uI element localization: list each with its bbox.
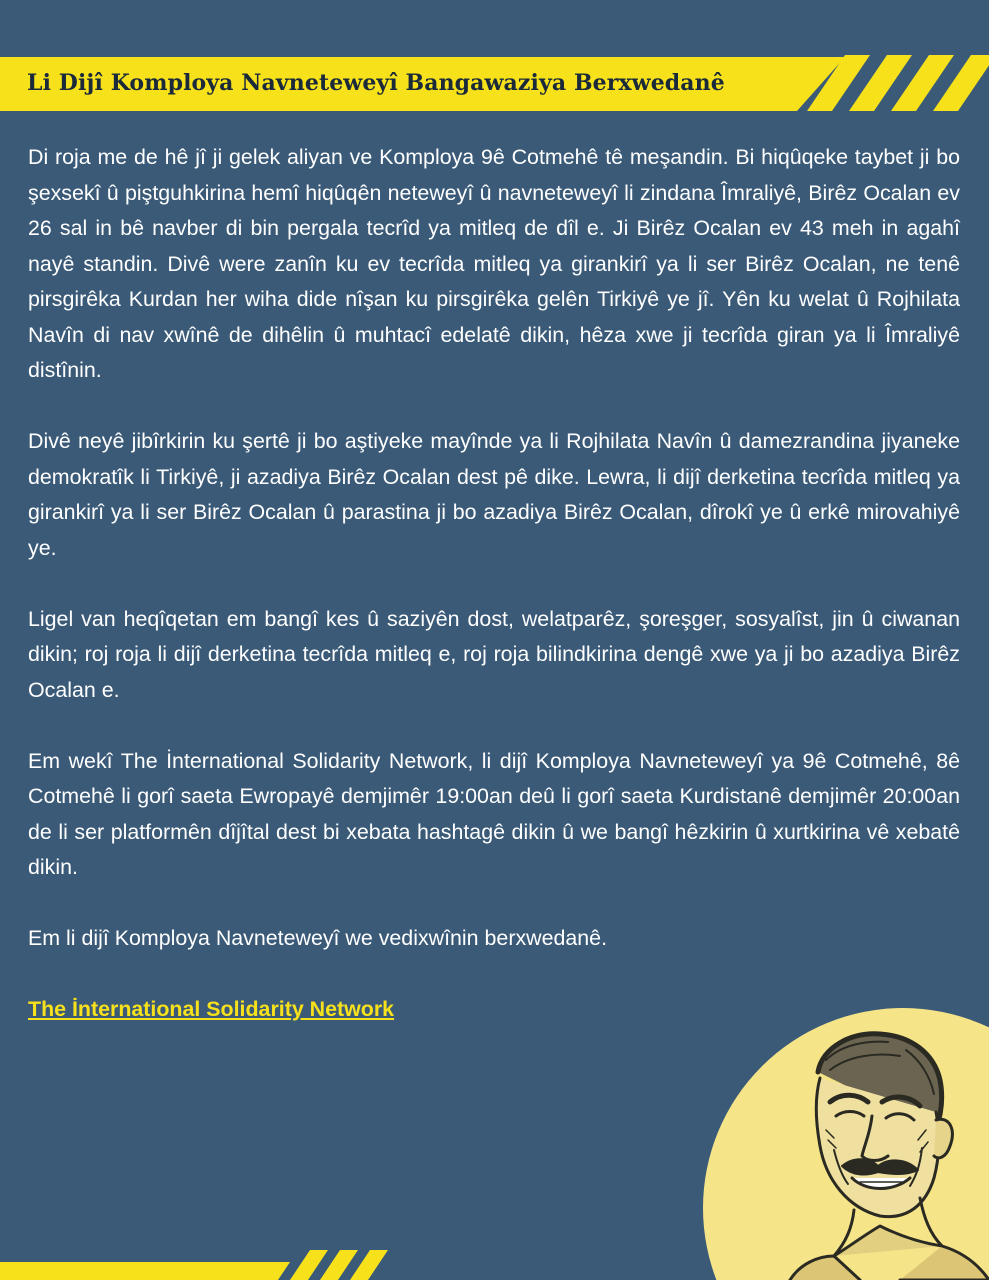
paragraph-5: Em li dijî Komploya Navneteweyî we vedixwînin berxwedanê.	[28, 926, 608, 950]
hazard-stripes-bottom	[0, 1250, 420, 1280]
hazard-stripes-top	[790, 55, 989, 115]
signature-link[interactable]: The İnternational Solidarity Network	[28, 997, 395, 1021]
portrait-illustration	[730, 1020, 989, 1280]
page-title: Li Dijî Komploya Navneteweyî Bangawaziya Berxwedanê	[27, 70, 725, 96]
body-text	[28, 140, 960, 1028]
paragraph-2: Divê neyê jibîrkirin ku şertê ji bo aştiyeke mayînde ya li Rojhilata Navîn û damezrandina jiyaneke demokratîk li Tirkiyê, ji azadiya Birêz Ocalan dest pê dike. Lewra, li dijî derketina tecrîda mitleq ya girankirî ya li ser Birêz Ocalan û parastina ji bo azadiya Birêz Ocalan, dîrokî ye û erkê mirovahiyê ye.	[28, 429, 960, 560]
paragraph-4: Em wekî The İnternational Solidarity Network, li dijî Komploya Navneteweyî ya 9ê Cotmehê, 8ê Cotmehê li gorî saeta Ewropayê demjimêr 19:00an deû li gorî saeta Kurdistanê demjimêr 20:00an de li ser platformên dîjîtal dest bi xebata hashtagê dikin û we bangî hêzkirin û xurtkirina vê xebatê dikin.	[28, 748, 960, 879]
paragraph-3: Ligel van heqîqetan em bangî kes û saziyên dost, welatparêz, şoreşger, sosyalîst, jin û ciwanan dikin; roj roja li dijî derketina tecrîda mitleq e, roj roja bilindkirina dengê xwe ya ji bo azadiya Birêz Ocalan e.	[28, 606, 960, 702]
paragraph-1: Di roja me de hê jî ji gelek aliyan ve Komploya 9ê Cotmehê tê meşandin. Bi hiqûqeke taybet ji bo şexsekî û piştguhkirina hemî hiqûqên neteweyî û navneteweyî li zindana Îmraliyê, Birêz Ocalan ev 26 sal in bê navber di bin pergala tecrîd ya mitleq de dîl e. Ji Birêz Ocalan ev 43 meh in agahî nayê standin. Divê were zanîn ku ev tecrîda mitleq ya girankirî ya li ser Birêz Ocalan, ne tenê pirsgirêka Kurdan her wiha dide nîşan ku pirsgirêka gelên Tirkiyê ye jî. Yên ku welat û Rojhilata Navîn di nav xwînê de dihêlin û muhtacî edelatê dikin, hêza xwe ji tecrîda giran ya li Îmraliyê distînin.	[28, 145, 960, 382]
